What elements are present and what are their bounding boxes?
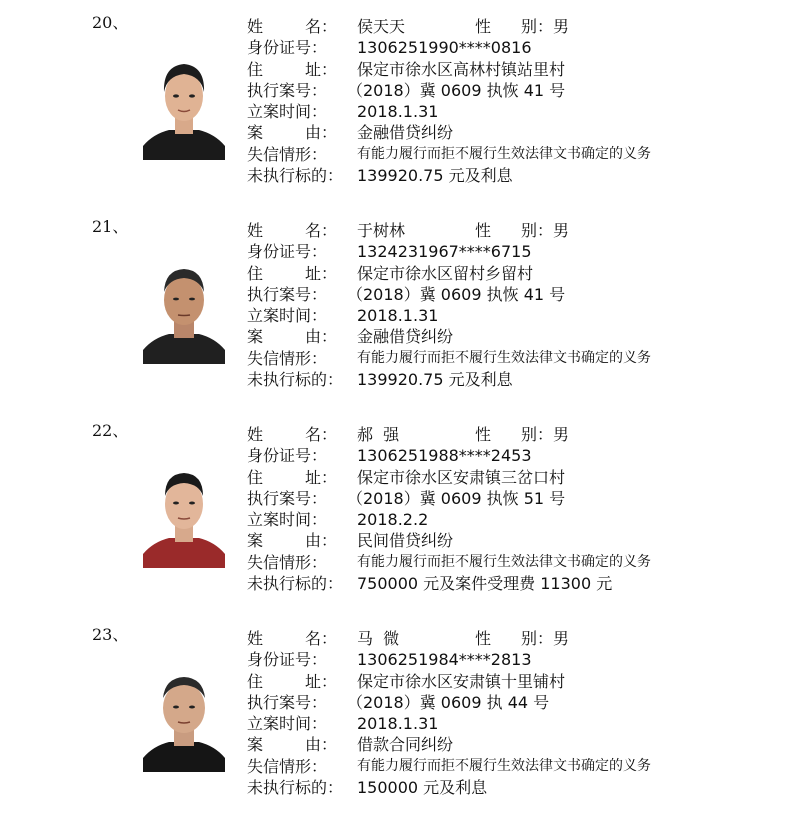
date-value: 2018.1.31 (357, 714, 439, 734)
target-row: 未执行标的： 750000 元及案件受理费 11300 元 (247, 574, 613, 594)
person-photo (143, 662, 225, 772)
date-row: 立案时间： 2018.2.2 (247, 510, 429, 530)
dishonest-value: 有能力履行而拒不履行生效法律文书确定的义务 (357, 757, 651, 774)
dishonest-row: 失信情形： 有能力履行而拒不履行生效法律文书确定的义务 (247, 756, 651, 776)
case-row: 执行案号： （2018）冀 0609 执 44 号 (247, 692, 550, 712)
record-22 (0, 416, 800, 616)
dishonest-value: 有能力履行而拒不履行生效法律文书确定的义务 (357, 553, 651, 570)
address-value: 保定市徐水区高林村镇站里村 (357, 59, 566, 79)
gender-value: 男 (553, 629, 570, 648)
name-row: 姓 名： 于树林 性 别：男 (247, 221, 570, 240)
name-value: 于树林 (357, 221, 406, 240)
record-fields (247, 628, 787, 798)
date-value: 2018.1.31 (357, 102, 439, 122)
cause-row: 案 由： 金融借贷纠纷 (247, 327, 454, 347)
dishonest-row: 失信情形： 有能力履行而拒不履行生效法律文书确定的义务 (247, 348, 651, 368)
date-row: 立案时间： 2018.1.31 (247, 306, 439, 326)
id-row: 身份证号： 1306251984****2813 (247, 650, 532, 670)
portrait-image (143, 254, 225, 364)
case-row: 执行案号： （2018）冀 0609 执恢 41 号 (247, 80, 566, 100)
address-row: 住 址： 保定市徐水区安肃镇十里铺村 (247, 671, 566, 691)
record-21 (0, 212, 800, 412)
dishonest-value: 有能力履行而拒不履行生效法律文书确定的义务 (357, 349, 651, 366)
cause-value: 民间借贷纠纷 (357, 531, 454, 551)
gender-value: 男 (553, 17, 570, 36)
person-photo (143, 50, 225, 160)
case-value: （2018）冀 0609 执 44 号 (347, 692, 550, 712)
gender-field: 性 别：男 (475, 425, 570, 444)
target-row: 未执行标的： 139920.75 元及利息 (247, 166, 513, 186)
cause-row: 案 由： 金融借贷纠纷 (247, 123, 454, 143)
name-row: 姓 名： 马 微 性 别：男 (247, 629, 570, 648)
record-fields (247, 16, 787, 186)
record-number: 22、 (92, 421, 129, 440)
id-row: 身份证号： 1306251990****0816 (247, 38, 532, 58)
date-row: 立案时间： 2018.1.31 (247, 102, 439, 122)
case-row: 执行案号： （2018）冀 0609 执恢 41 号 (247, 284, 566, 304)
record-23 (0, 620, 800, 820)
name-row: 姓 名： 郝 强 性 别：男 (247, 425, 570, 444)
address-value: 保定市徐水区留村乡留村 (357, 263, 534, 283)
gender-value: 男 (553, 425, 570, 444)
person-photo (143, 458, 225, 568)
address-row: 住 址： 保定市徐水区安肃镇三岔口村 (247, 467, 566, 487)
address-row: 住 址： 保定市徐水区高林村镇站里村 (247, 59, 566, 79)
target-value: 139920.75 元及利息 (357, 370, 513, 390)
target-value: 750000 元及案件受理费 11300 元 (357, 574, 613, 594)
target-row: 未执行标的： 150000 元及利息 (247, 778, 488, 798)
dishonest-row: 失信情形： 有能力履行而拒不履行生效法律文书确定的义务 (247, 144, 651, 164)
cause-value: 金融借贷纠纷 (357, 327, 454, 347)
case-value: （2018）冀 0609 执恢 41 号 (347, 80, 566, 100)
id-value: 1324231967****6715 (357, 242, 532, 262)
portrait-image (143, 662, 225, 772)
date-row: 立案时间： 2018.1.31 (247, 714, 439, 734)
cause-value: 金融借贷纠纷 (357, 123, 454, 143)
target-row: 未执行标的： 139920.75 元及利息 (247, 370, 513, 390)
name-value: 侯天天 (357, 17, 406, 36)
date-value: 2018.1.31 (357, 306, 439, 326)
record-fields (247, 220, 787, 390)
id-row: 身份证号： 1324231967****6715 (247, 242, 532, 262)
case-value: （2018）冀 0609 执恢 51 号 (347, 488, 566, 508)
address-row: 住 址： 保定市徐水区留村乡留村 (247, 263, 534, 283)
record-number: 21、 (92, 217, 129, 236)
record-20 (0, 8, 800, 208)
id-value: 1306251990****0816 (357, 38, 532, 58)
date-value: 2018.2.2 (357, 510, 429, 530)
dishonest-row: 失信情形： 有能力履行而拒不履行生效法律文书确定的义务 (247, 552, 651, 572)
case-row: 执行案号： （2018）冀 0609 执恢 51 号 (247, 488, 566, 508)
portrait-image (143, 50, 225, 160)
gender-value: 男 (553, 221, 570, 240)
name-row: 姓 名： 侯天天 性 别：男 (247, 17, 570, 36)
dishonest-value: 有能力履行而拒不履行生效法律文书确定的义务 (357, 145, 651, 162)
record-number: 20、 (92, 13, 129, 32)
person-photo (143, 254, 225, 364)
name-value: 郝 强 (357, 425, 400, 444)
id-row: 身份证号： 1306251988****2453 (247, 446, 532, 466)
record-fields (247, 424, 787, 594)
gender-field: 性 别：男 (475, 629, 570, 648)
portrait-image (143, 458, 225, 568)
address-value: 保定市徐水区安肃镇十里铺村 (357, 671, 566, 691)
id-value: 1306251984****2813 (357, 650, 532, 670)
address-value: 保定市徐水区安肃镇三岔口村 (357, 467, 566, 487)
cause-value: 借款合同纠纷 (357, 735, 454, 755)
target-value: 139920.75 元及利息 (357, 166, 513, 186)
gender-field: 性 别：男 (475, 17, 570, 36)
gender-field: 性 别：男 (475, 221, 570, 240)
record-number: 23、 (92, 625, 129, 644)
id-value: 1306251988****2453 (357, 446, 532, 466)
cause-row: 案 由： 借款合同纠纷 (247, 735, 454, 755)
name-value: 马 微 (357, 629, 400, 648)
case-value: （2018）冀 0609 执恢 41 号 (347, 284, 566, 304)
target-value: 150000 元及利息 (357, 778, 488, 798)
shirt-shape (143, 130, 225, 160)
cause-row: 案 由： 民间借贷纠纷 (247, 531, 454, 551)
